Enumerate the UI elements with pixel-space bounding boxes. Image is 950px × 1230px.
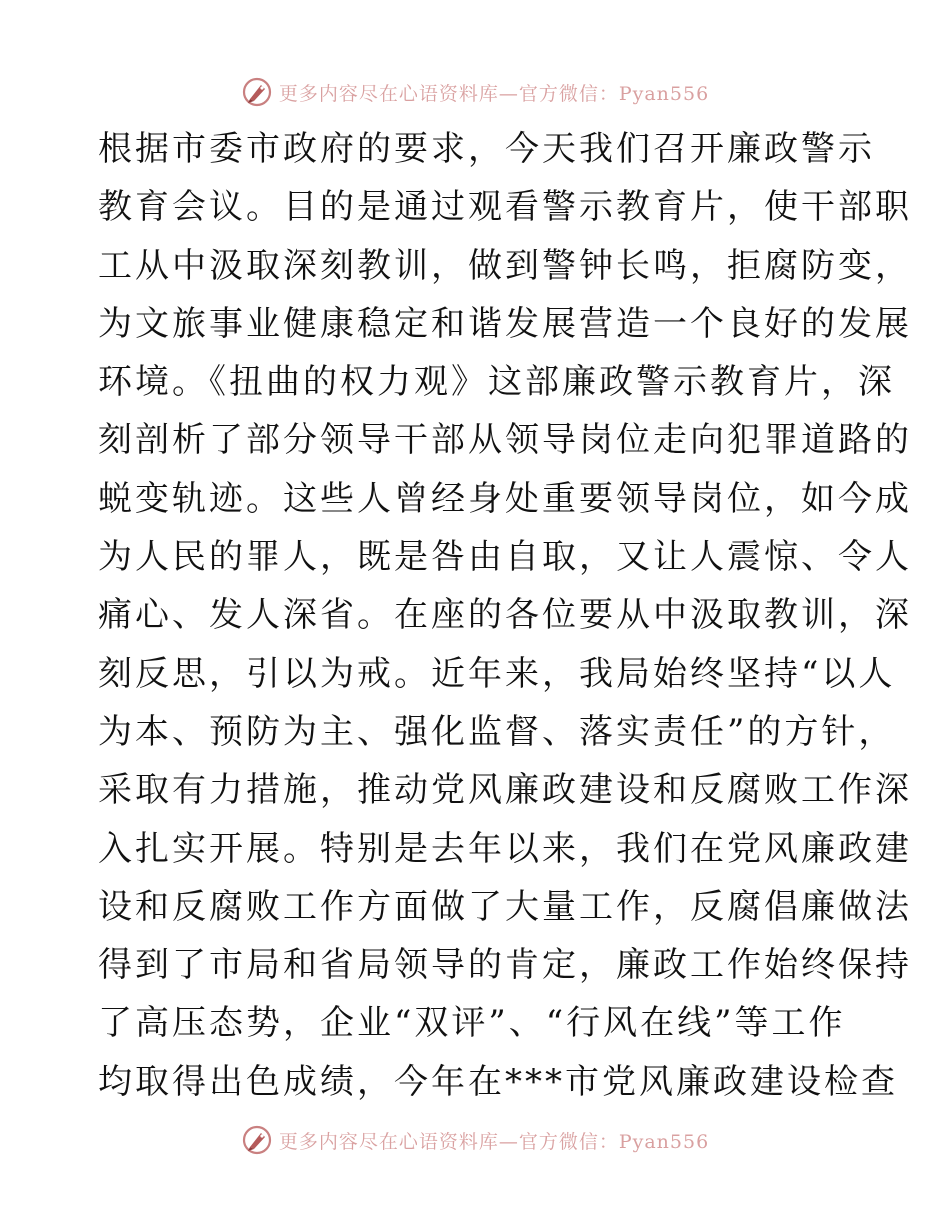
text-line: 为文旅事业健康稳定和谐发展营造一个良好的发展 xyxy=(98,303,912,344)
text-line: 入扎实开展。特别是去年以来，我们在党风廉政建 xyxy=(98,828,912,869)
text-line: 教育会议。目的是通过观看警示教育片，使干部职 xyxy=(98,187,912,228)
text-line: 痛心、发人深省。在座的各位要从中汲取教训，深 xyxy=(98,595,912,636)
text-line: 采取有力措施，推动党风廉政建设和反腐败工作深 xyxy=(98,770,912,811)
text-line: 刻剖析了部分领导干部从领导岗位走向犯罪道路的 xyxy=(98,420,912,461)
text-line: 工从中汲取深刻教训，做到警钟长鸣，拒腐防变， xyxy=(98,245,912,286)
footer-banner xyxy=(0,1120,950,1160)
text-line: 设和反腐败工作方面做了大量工作，反腐倡廉做法 xyxy=(98,886,912,927)
text-line: 刻反思，引以为戒。近年来，我局始终坚持“以人 xyxy=(98,653,896,694)
text-line: 环境。《扭曲的权力观》这部廉政警示教育片，深 xyxy=(98,362,895,403)
text-line: 为本、预防为主、强化监督、落实责任”的方针， xyxy=(98,711,896,752)
text-line: 得到了市局和省局领导的肯定，廉政工作始终保持 xyxy=(98,945,912,986)
pen-nib-circle-icon xyxy=(241,1124,273,1156)
footer-banner-text: 更多内容尽在心语资料库—官方微信：Pyan556 xyxy=(278,1130,710,1153)
pen-nib-circle-icon xyxy=(241,76,273,108)
header-banner xyxy=(0,72,950,112)
text-line: 蜕变轨迹。这些人曾经身处重要领导岗位，如今成 xyxy=(98,478,912,519)
text-line: 了高压态势，企业“双评”、“行风在线”等工作 xyxy=(98,1003,846,1044)
document-body xyxy=(98,120,912,1111)
header-banner-text: 更多内容尽在心语资料库—官方微信：Pyan556 xyxy=(278,82,710,105)
text-line: 根据市委市政府的要求，今天我们召开廉政警示 xyxy=(98,129,875,169)
text-line: 为人民的罪人，既是咎由自取，又让人震惊、令人 xyxy=(98,537,912,578)
text-line: 均取得出色成绩，今年在***市党风廉政建设检查 xyxy=(98,1061,898,1102)
